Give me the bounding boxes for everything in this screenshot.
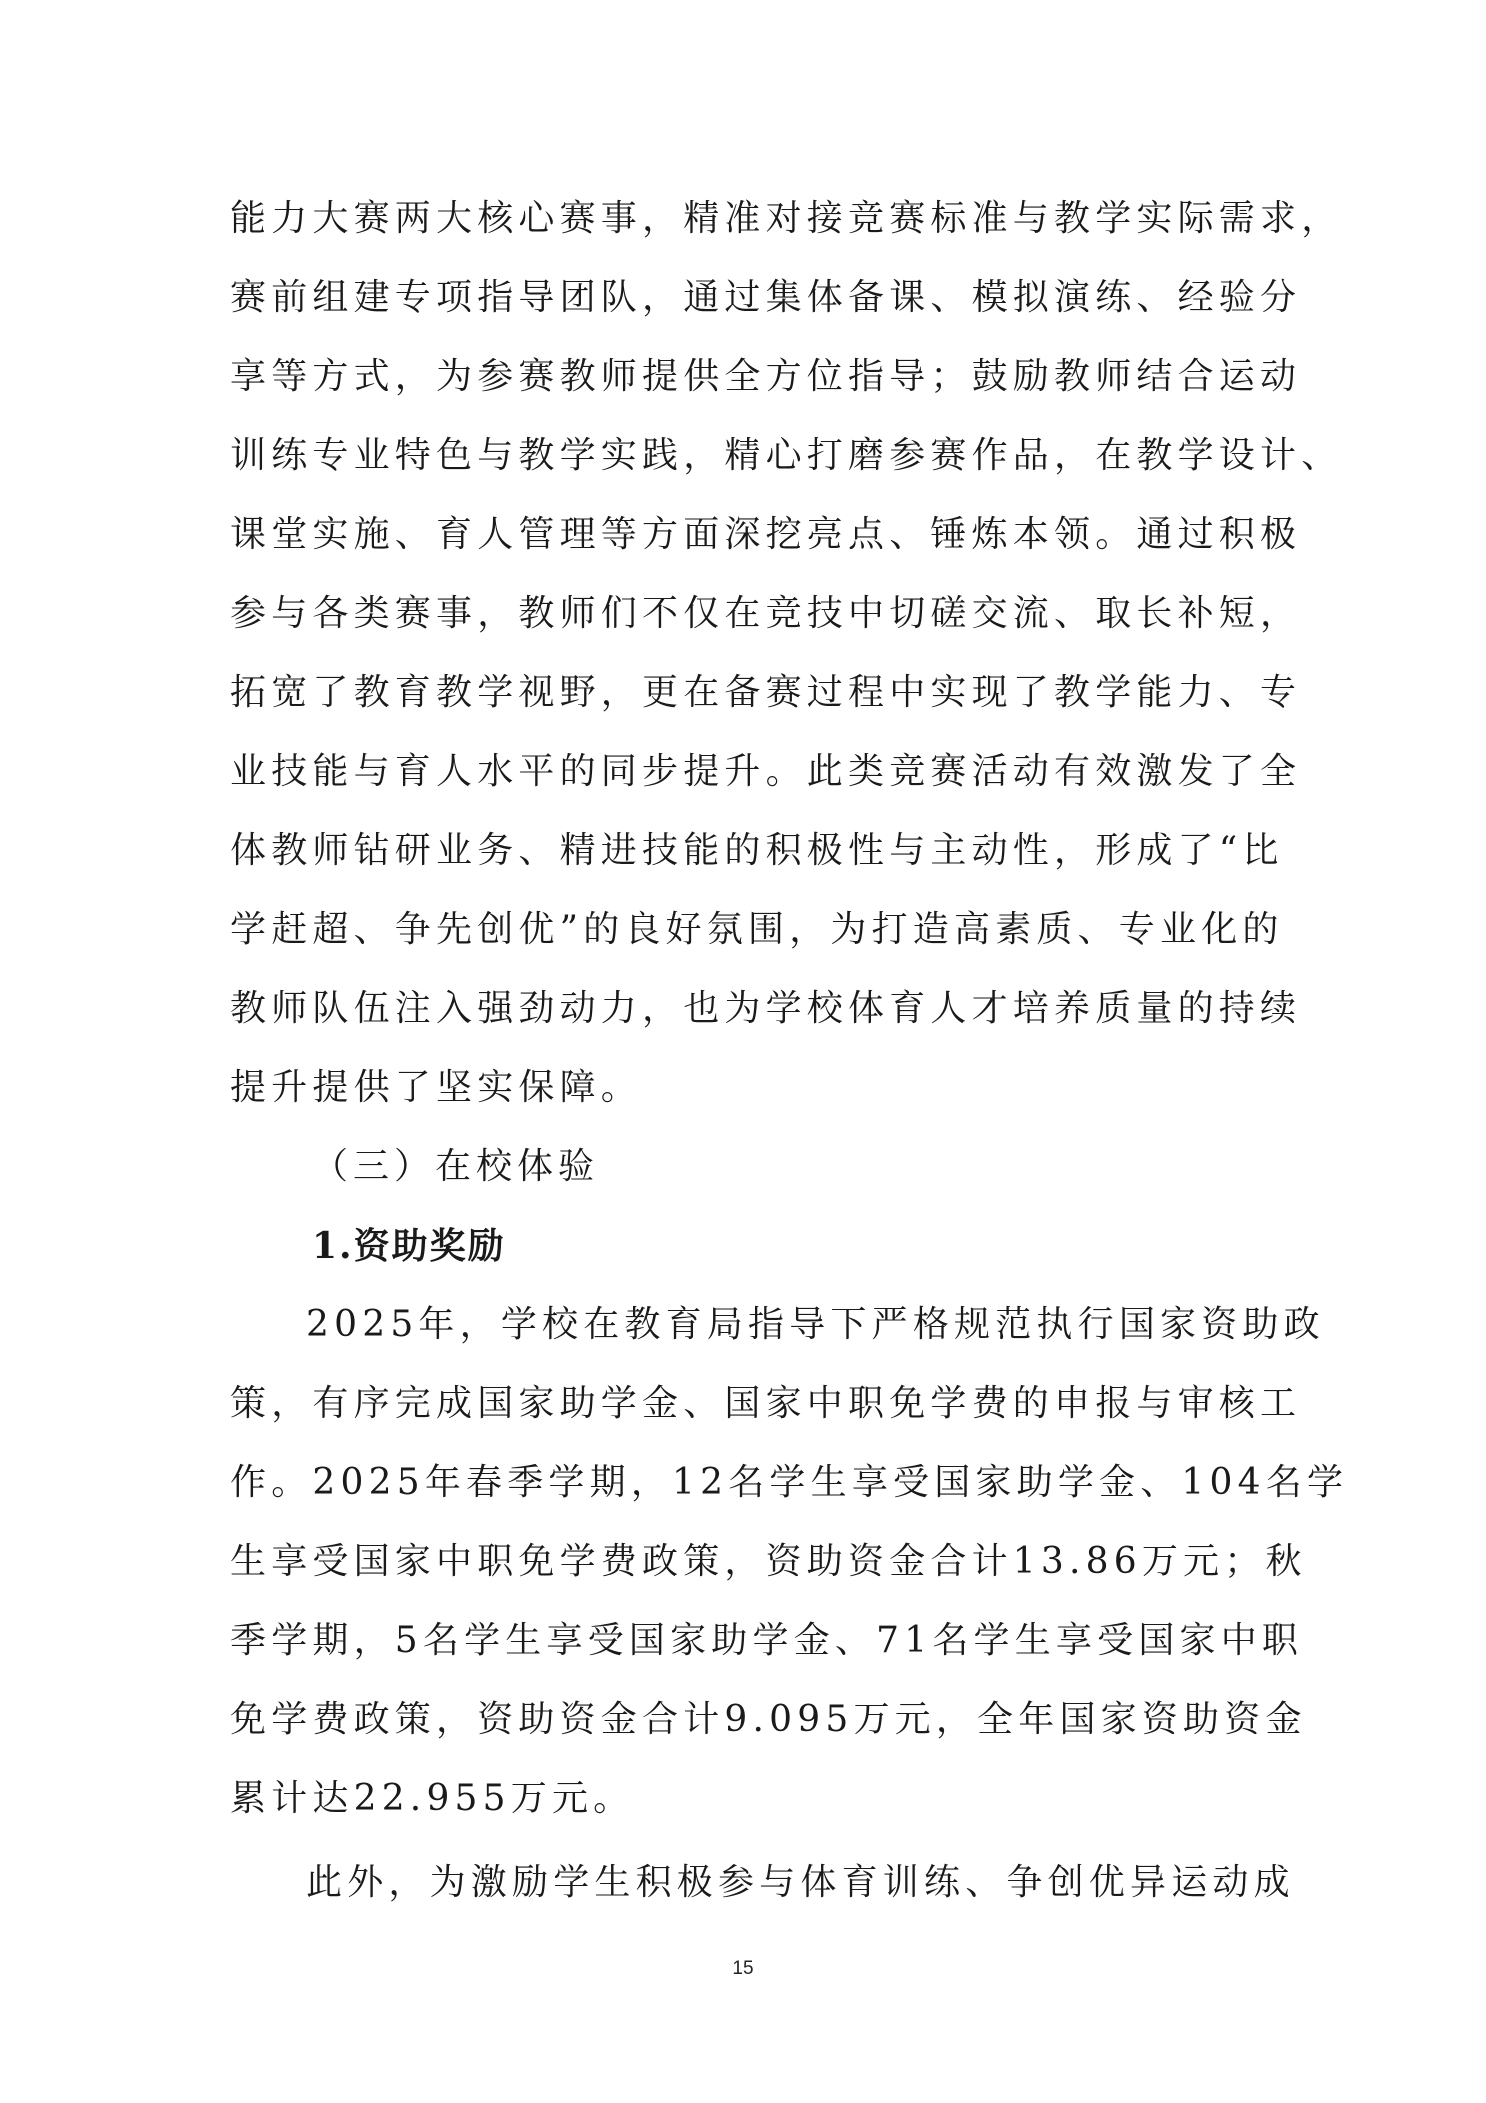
body-text-line: 体教师钻研业务、精进技能的积极性与主动性，形成了“比: [230, 830, 1284, 871]
body-text-line: 课堂实施、育人管理等方面深挖亮点、锤炼本领。通过积极: [230, 514, 1302, 555]
body-text-line: 季学期，5名学生享受国家助学金、71名学生享受国家中职: [230, 1620, 1304, 1661]
subsection-heading: 1.资助奖励: [312, 1225, 506, 1267]
body-text-line: 免学费政策，资助资金合计9.095万元，全年国家资助资金: [230, 1699, 1307, 1740]
body-text-line: 此外，为激励学生积极参与体育训练、争创优异运动成: [306, 1862, 1295, 1903]
page-number: 15: [732, 1958, 754, 1979]
body-text-line: 生享受国家中职免学费政策，资助资金合计13.86万元；秋: [230, 1541, 1307, 1582]
body-text-line: 拓宽了教育教学视野，更在备赛过程中实现了教学能力、专: [230, 672, 1302, 713]
body-text-line: 赛前组建专项指导团队，通过集体备课、模拟演练、经验分: [230, 277, 1302, 318]
body-text-line: 参与各类赛事，教师们不仅在竞技中切磋交流、取长补短，: [230, 593, 1302, 634]
body-text-line: 作。2025年春季学期，12名学生享受国家助学金、104名学: [230, 1462, 1349, 1503]
body-text-line: 提升提供了坚实保障。: [230, 1067, 643, 1108]
body-text-line: 策，有序完成国家助学金、国家中职免学费的申报与审核工: [230, 1383, 1302, 1424]
body-text-line: 教师队伍注入强劲动力，也为学校体育人才培养质量的持续: [230, 988, 1302, 1029]
body-text-line: 业技能与育人水平的同步提升。此类竞赛活动有效激发了全: [230, 751, 1302, 792]
body-text-line: 2025年，学校在教育局指导下严格规范执行国家资助政: [306, 1304, 1325, 1345]
section-heading: （三）在校体验: [312, 1146, 600, 1187]
body-text-line: 累计达22.955万元。: [230, 1778, 635, 1819]
body-text-line: 训练专业特色与教学实践，精心打磨参赛作品，在教学设计、: [230, 435, 1343, 476]
body-text-line: 学赶超、争先创优”的良好氛围，为打造高素质、专业化的: [230, 909, 1284, 950]
body-text-line: 享等方式，为参赛教师提供全方位指导；鼓励教师结合运动: [230, 356, 1302, 397]
body-text-line: 能力大赛两大核心赛事，精准对接竞赛标准与教学实际需求，: [230, 198, 1343, 239]
